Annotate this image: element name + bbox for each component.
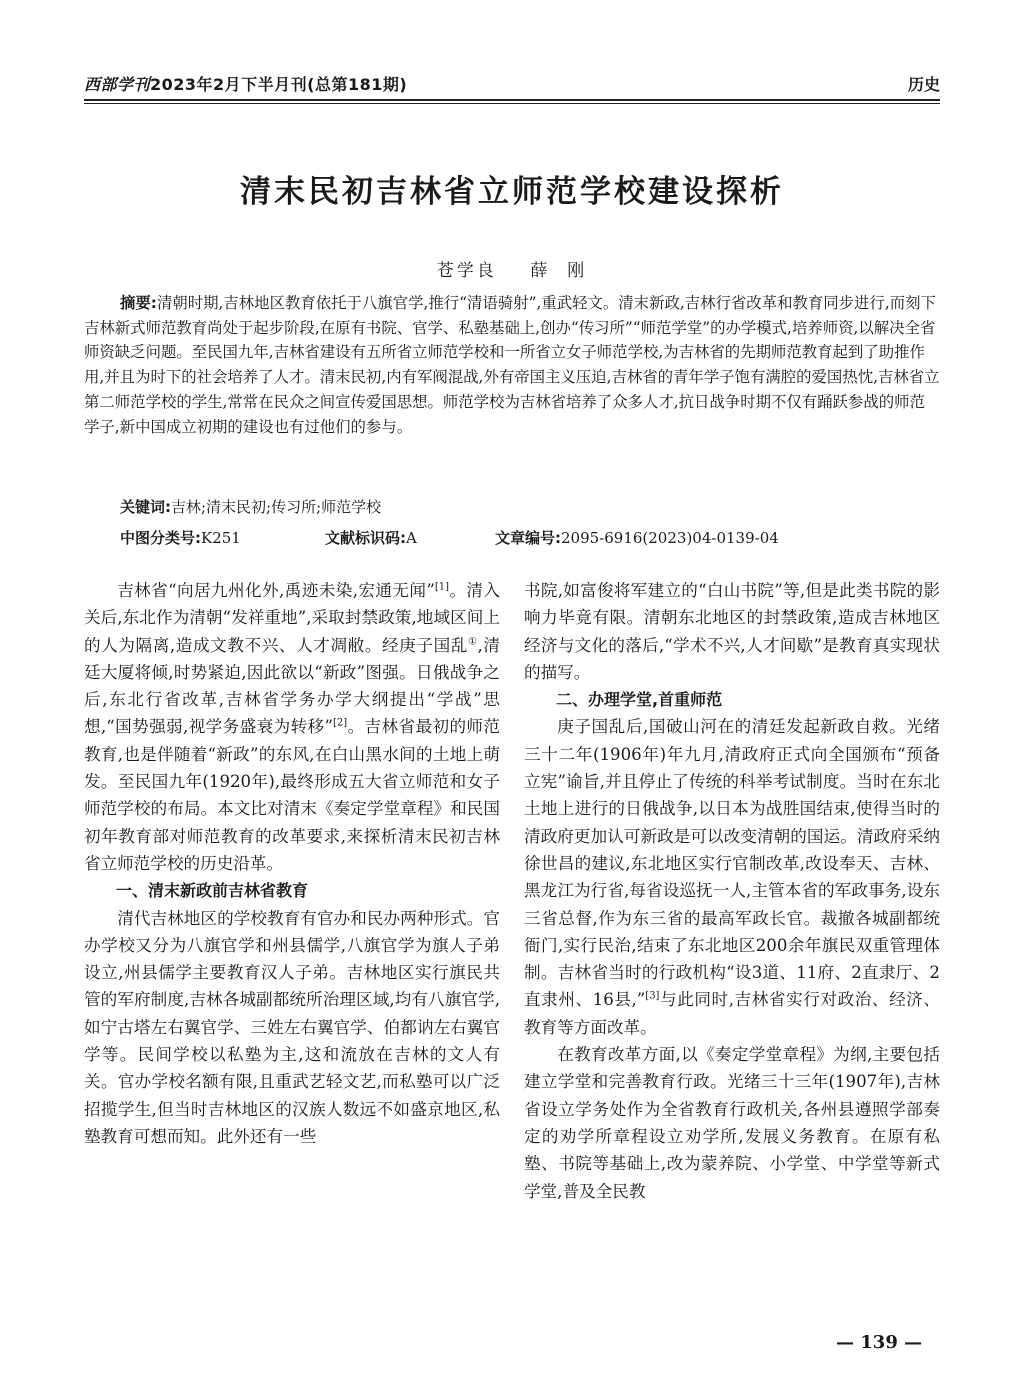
abstract-label: 摘要:	[120, 294, 157, 312]
citation-ref: [2]	[333, 717, 348, 729]
article-number-label: 文章编号:	[495, 529, 561, 547]
body-column-left	[84, 577, 500, 1150]
clc-item	[120, 527, 241, 548]
footnote-mark: ①	[467, 636, 478, 648]
paragraph-section-2	[524, 713, 940, 1041]
clc-label: 中图分类号:	[120, 529, 201, 547]
text-run: 与此同时,吉林省实行对政治、经济、教育等方面改革。	[524, 990, 941, 1037]
journal-logo: 西部学刊	[84, 75, 151, 94]
text-run: 庚子国乱后,国破山河在的清廷发起新政自救。光绪三十二年(1906年)年九月,清政府正式向全国颁布“预备立宪”谕旨,并且停止了传统的科举考试制度。当时在东北土地上进行的日俄战争,以日本为战胜国结束,使得当时的清政府更加认可新政是可以改变清朝的国运。清政府采纳徐世昌的建议,东北地区实行官制改革,改设奉天、吉林、黑龙江为行省,每省设巡抚一人,主管本省的军政事务,设东三省总督,作为东三省的最高军政长官。裁撤各城副都统衙门,实行民治,结束了东北地区200余年旗民双重管理体制。吉林省当时的行政机构“设3道、11府、2直隶厅、2直隶州、16县,”	[524, 717, 940, 1010]
doc-code-value: A	[406, 529, 417, 547]
section-label: 历史	[907, 75, 940, 94]
page-number: — 139 —	[836, 1332, 923, 1353]
citation-ref: [3]	[645, 990, 660, 1002]
paragraph-education-reform: 在教育改革方面,以《奏定学堂章程》为纲,主要包括建立学堂和完善教育行政。光绪三十三年(1907年),吉林省设立学务处作为全省教育行政机关,各州县遵照学部奏定的劝学所章程设立劝学所,发展义务教育。在原有私塾、书院等基础上,改为蒙养院、小学堂、中学堂等新式学堂,普及全民教	[524, 1045, 940, 1201]
journal-issue	[84, 72, 407, 95]
abstract	[84, 291, 940, 439]
issue-info: 2023年2月下半月刊(总第181期)	[150, 75, 408, 94]
text-run: ,清廷大厦将倾,时势紧迫,因此欲以“新政”图强。日俄战争之后,东北行省改革,吉林省学务办学大纲提出“学战”思想,“国势强弱,视学务盛衰为转移”	[84, 635, 500, 737]
doc-code-label: 文献标识码:	[325, 529, 406, 547]
keywords-text: 吉林;清末民初;传习所;师范学校	[171, 498, 382, 516]
running-header	[84, 70, 940, 98]
text-run: 。吉林省最初的师范教育,也是伴随着“新政”的东风,在白山黑水间的土地上萌发。至民国九年(1920年),最终形成五大省立师范和女子师范学校的布局。本文比对清末《奏定学堂章程》和民国初年教育部对师范教育的改革要求,来探析清末民初吉林省立师范学校的历史沿革。	[84, 717, 500, 873]
abstract-text: 清朝时期,吉林地区教育依托于八旗官学,推行“清语骑射”,重武轻文。清末新政,吉林行省改革和教育同步进行,而刻下吉林新式师范教育尚处于起步阶段,在原有书院、官学、私塾基础上,创办“传习所”“师范学堂”的办学模式,培养师资,以解决全省师资缺乏问题。至民国九年,吉林省建设有五所省立师范学校和一所省立女子师范学校,为吉林省的先期师范教育起到了助推作用,并且为时下的社会培养了人才。清末民初,内有军阀混战,外有帝国主义压迫,吉林省的青年学子饱有满腔的爱国热忱,吉林省立第二师范学校的学生,常常在民众之间宣传爱国思想。师范学校为吉林省培养了众多人才,抗日战争时期不仅有踊跃参战的师范学子,新中国成立初期的建设也有过他们的参与。	[84, 294, 940, 436]
keywords	[120, 496, 381, 517]
paragraph-continued: 书院,如富俊将军建立的“白山书院”等,但是此类书院的影响力毕竟有限。清朝东北地区的封禁政策,造成吉林地区经济与文化的落后,“学术不兴,人才间歇”是教育真实现状的描写。	[524, 581, 940, 682]
text-run: 。清入关后,东北作为清朝“发祥重地”,采取封禁政策,地域区间上的人为隔离,造成文教不兴、人才凋敝。经庚子国乱	[84, 581, 501, 655]
citation-ref: [1]	[434, 581, 450, 593]
body-column-right	[524, 577, 940, 1205]
section-heading-2: 二、办理学堂,首重师范	[556, 690, 723, 710]
article-title: 清末民初吉林省立师范学校建设探析	[240, 174, 784, 210]
article-number-item	[495, 527, 779, 548]
text-run: 吉林省“向居九州化外,禹迹未染,宏通无闻”	[117, 581, 435, 600]
article-number-value: 2095-6916(2023)04-0139-04	[561, 529, 779, 547]
clc-value: K251	[201, 529, 241, 547]
doc-code-item	[325, 527, 417, 548]
paragraph-intro	[84, 577, 500, 877]
header-rule	[84, 99, 940, 101]
keywords-label: 关键词:	[120, 498, 171, 516]
section-heading-1: 一、清末新政前吉林省教育	[116, 881, 309, 901]
article-authors: 苍学良 薛 刚	[436, 261, 588, 281]
header-rule-thin	[84, 103, 940, 104]
paragraph-section-1: 清代吉林地区的学校教育有官办和民办两种形式。官办学校又分为八旗官学和州县儒学,八旗官学为旗人子弟设立,州县儒学主要教育汉人子弟。吉林地区实行旗民共管的军府制度,吉林各城副都统所治理区域,均有八旗官学,如宁古塔左右翼官学、三姓左右翼官学、伯都讷左右翼官学等。民间学校以私塾为主,这和流放在吉林的文人有关。官办学校名额有限,且重武艺轻文艺,而私塾可以广泛招揽学生,但当时吉林地区的汉族人数远不如盛京地区,私塾教育可想而知。此外还有一些	[84, 908, 500, 1146]
